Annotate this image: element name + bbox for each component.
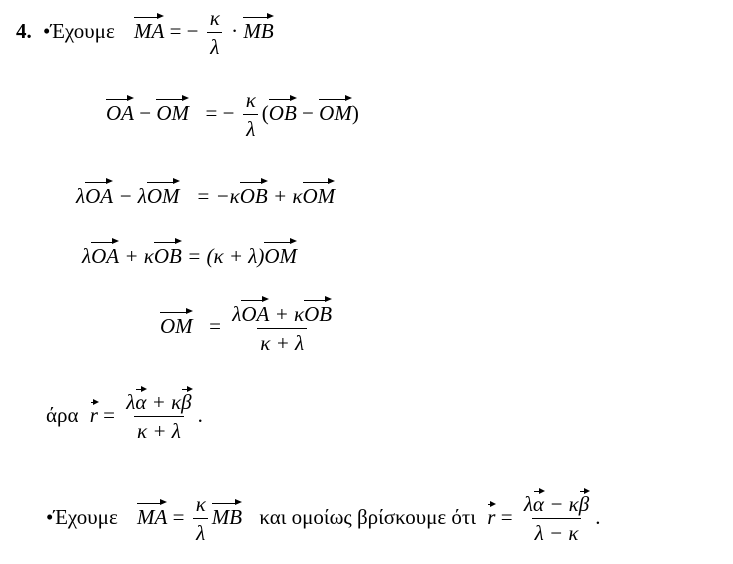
paren-close: ) xyxy=(351,100,359,125)
intro-text: Έχουμε xyxy=(53,504,118,529)
line-3 xyxy=(76,184,335,207)
lambda: λ xyxy=(523,492,533,516)
bullet: • xyxy=(46,504,54,529)
vector-ob: OB xyxy=(239,184,268,208)
lambda: λ xyxy=(232,302,242,326)
line-1 xyxy=(16,8,274,58)
vector-oa: OA xyxy=(85,184,114,208)
fraction-r xyxy=(123,392,194,442)
lambda: λ xyxy=(76,184,86,208)
frac-num xyxy=(521,494,592,518)
frac-num xyxy=(229,302,335,328)
vector-oa: OA xyxy=(106,100,134,125)
line-5 xyxy=(160,302,338,354)
equals: = xyxy=(172,504,185,529)
vector-ob: OB xyxy=(268,100,297,125)
fraction-k-over-l xyxy=(243,90,259,140)
plus-kappa: + κ xyxy=(274,302,305,326)
frac-num: κ xyxy=(209,6,220,30)
vector-mb: MB xyxy=(243,18,274,43)
vector-oa: OA xyxy=(241,302,270,326)
minus: − xyxy=(139,100,152,125)
paren-open: ( xyxy=(261,100,269,125)
frac-den: κ + λ xyxy=(257,328,307,354)
vector-ma: MA xyxy=(134,18,165,43)
lambda: λ xyxy=(82,244,92,268)
frac-num: κ xyxy=(245,88,256,112)
vector-oa: OA xyxy=(91,244,120,268)
frac-den: κ + λ xyxy=(134,416,184,442)
fraction-k-over-l xyxy=(207,8,223,58)
equals: = xyxy=(209,313,222,338)
plus-kappa: + κ xyxy=(151,390,182,414)
lambda: λ xyxy=(126,390,136,414)
vector-beta: β xyxy=(578,492,590,516)
vector-om: OM xyxy=(264,244,298,268)
frac-den: λ xyxy=(243,114,258,140)
bullet: • xyxy=(43,18,51,43)
fraction-om xyxy=(229,302,335,354)
equals: = xyxy=(500,504,513,529)
equals-minus-kappa: = −κ xyxy=(196,184,240,208)
equals-minus: = − xyxy=(205,100,235,125)
vector-r: r xyxy=(89,402,98,427)
vector-om: OM xyxy=(160,313,193,338)
line-6 xyxy=(46,392,203,442)
vector-om: OM xyxy=(302,184,336,208)
equals-minus: = − xyxy=(169,18,199,43)
vector-r: r xyxy=(487,504,496,529)
vector-ob: OB xyxy=(153,244,182,268)
frac-den: λ xyxy=(207,32,222,58)
plus-kappa: + κ xyxy=(272,184,303,208)
plus-kappa: + κ xyxy=(124,244,154,268)
vector-alpha: α xyxy=(532,492,544,516)
frac-den: λ xyxy=(193,518,208,544)
minus: − xyxy=(302,100,314,125)
minus-kappa: − κ xyxy=(549,492,579,516)
equals-kappa-plus-lambda: = (κ + λ) xyxy=(187,244,265,268)
fraction-r xyxy=(521,494,592,544)
vector-mb: MB xyxy=(211,504,243,529)
vector-om: OM xyxy=(319,100,352,125)
fraction-k-over-l xyxy=(193,494,209,544)
frac-num xyxy=(123,392,194,416)
minus-lambda: − λ xyxy=(118,184,147,208)
equals: = xyxy=(103,402,116,427)
vector-ma: MA xyxy=(137,504,168,529)
vector-om: OM xyxy=(156,100,190,125)
therefore-text: άρα xyxy=(46,402,79,427)
vector-alpha: α xyxy=(135,390,147,414)
vector-om: OM xyxy=(146,184,180,208)
line-2 xyxy=(106,90,359,140)
similarly-text: και ομοίως βρίσκουμε ότι xyxy=(259,504,477,529)
vector-ob: OB xyxy=(304,302,333,326)
item-number: 4. xyxy=(16,18,32,43)
line-7 xyxy=(46,494,600,544)
period: . xyxy=(595,504,601,529)
period: . xyxy=(197,402,203,427)
frac-num: κ xyxy=(195,492,206,516)
vector-beta: β xyxy=(181,390,192,414)
line-4 xyxy=(82,244,297,267)
frac-den: λ − κ xyxy=(532,518,582,544)
intro-text: Έχουμε xyxy=(50,18,115,43)
dot-operator: · xyxy=(231,18,239,43)
